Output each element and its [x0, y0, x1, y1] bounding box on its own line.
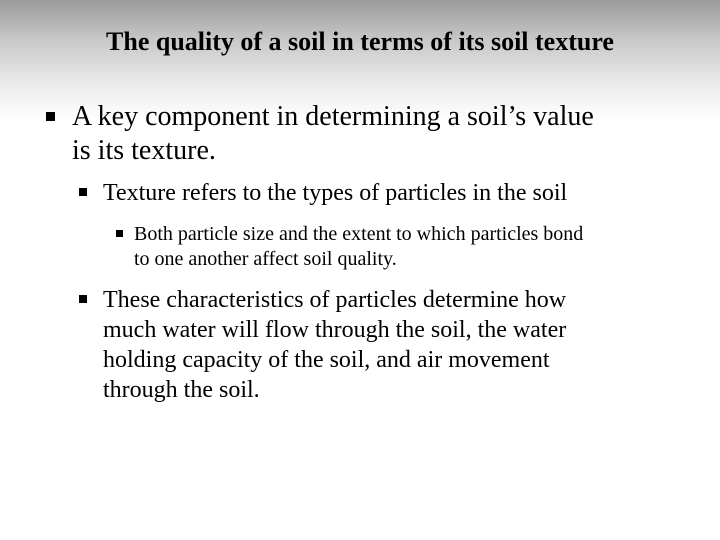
- bullet-text: Texture refers to the types of particles in the soil: [103, 180, 568, 206]
- bullet-level-2-texture: [79, 178, 679, 208]
- bullet-text: These characteristics of particles determine how much water will flow through the soil, the water holding capacity of the soil, and air movement through the soil.: [103, 287, 567, 403]
- bullet-level-3-particle-size: [116, 222, 686, 272]
- square-bullet-icon: [116, 230, 123, 237]
- bullet-level-1: [46, 100, 686, 168]
- square-bullet-icon: [79, 188, 87, 196]
- bullet-text: Both particle size and the extent to which particles bond to one another affect soil quality.: [134, 223, 584, 270]
- bullet-level-2-characteristics: [79, 285, 679, 405]
- slide-title: The quality of a soil in terms of its soil texture: [106, 27, 614, 56]
- bullet-text: A key component in determining a soil’s value is its texture.: [72, 101, 594, 166]
- square-bullet-icon: [46, 112, 55, 121]
- square-bullet-icon: [79, 295, 87, 303]
